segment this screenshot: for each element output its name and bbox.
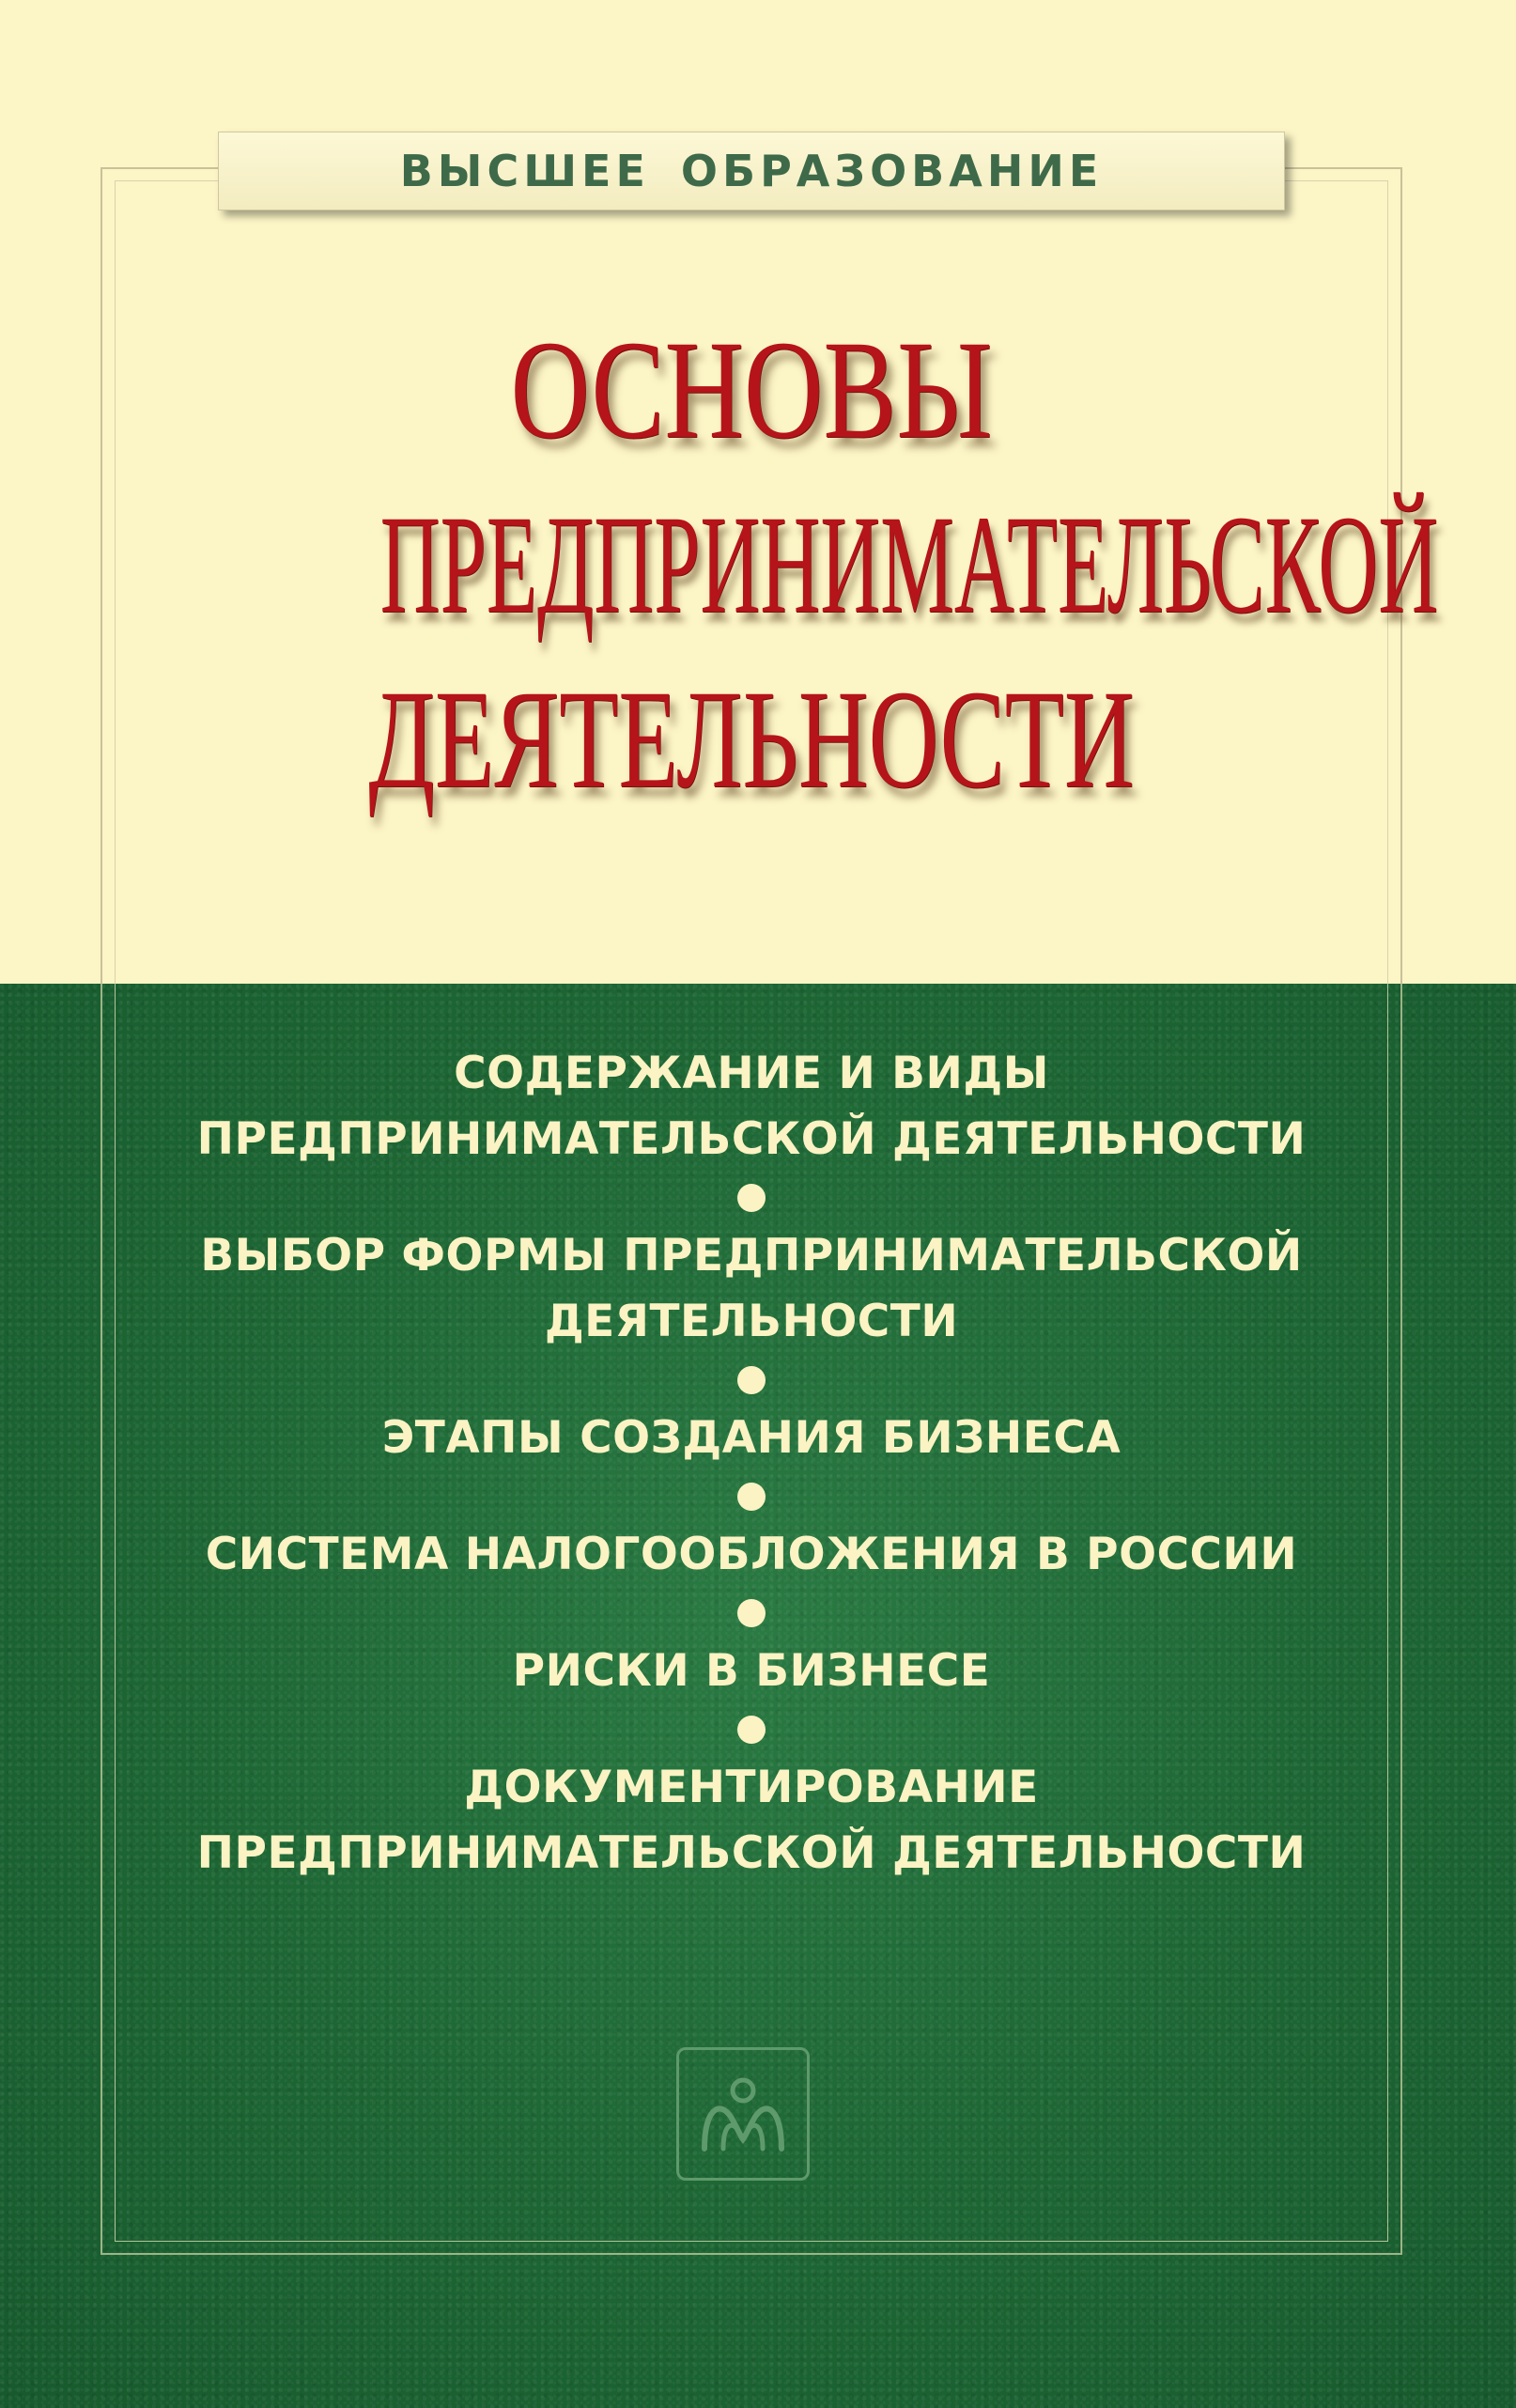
topic-item: ВЫБОР ФОРМЫ ПРЕДПРИНИМАТЕЛЬСКОЙ ДЕЯТЕЛЬНОСТИ — [200, 1230, 1303, 1347]
topic-item: ЭТАПЫ СОЗДАНИЯ БИЗНЕСА — [381, 1412, 1122, 1464]
topics-list — [122, 1041, 1381, 1887]
bullet-dot-icon — [737, 1599, 766, 1627]
series-label: ВЫСШЕЕ ОБРАЗОВАНИЕ — [399, 146, 1104, 196]
bullet-dot-icon — [737, 1483, 766, 1511]
publisher-logo-icon — [676, 2047, 810, 2181]
bullet-dot-icon — [737, 1184, 766, 1212]
topic-item: СИСТЕМА НАЛОГООБЛОЖЕНИЯ В РОССИИ — [205, 1529, 1298, 1580]
title-line-1: ОСНОВЫ — [510, 312, 993, 468]
bullet-dot-icon — [737, 1366, 766, 1394]
topic-item: СОДЕРЖАНИЕ И ВИДЫ ПРЕДПРИНИМАТЕЛЬСКОЙ ДЕЯТЕЛЬНОСТИ — [196, 1048, 1307, 1165]
topic-item: ДОКУМЕНТИРОВАНИЕ ПРЕДПРИНИМАТЕЛЬСКОЙ ДЕЯТЕЛЬНОСТИ — [196, 1762, 1307, 1879]
publisher-logo-icon — [691, 2062, 795, 2166]
book-title — [122, 312, 1439, 817]
title-line-3: ДЕЯТЕЛЬНОСТИ — [368, 661, 1135, 817]
topic-item: РИСКИ В БИЗНЕСЕ — [512, 1645, 991, 1697]
title-line-2: ПРЕДПРИНИМАТЕЛЬСКОЙ — [379, 487, 1439, 643]
series-plate — [218, 132, 1285, 210]
bullet-dot-icon — [737, 1716, 766, 1744]
